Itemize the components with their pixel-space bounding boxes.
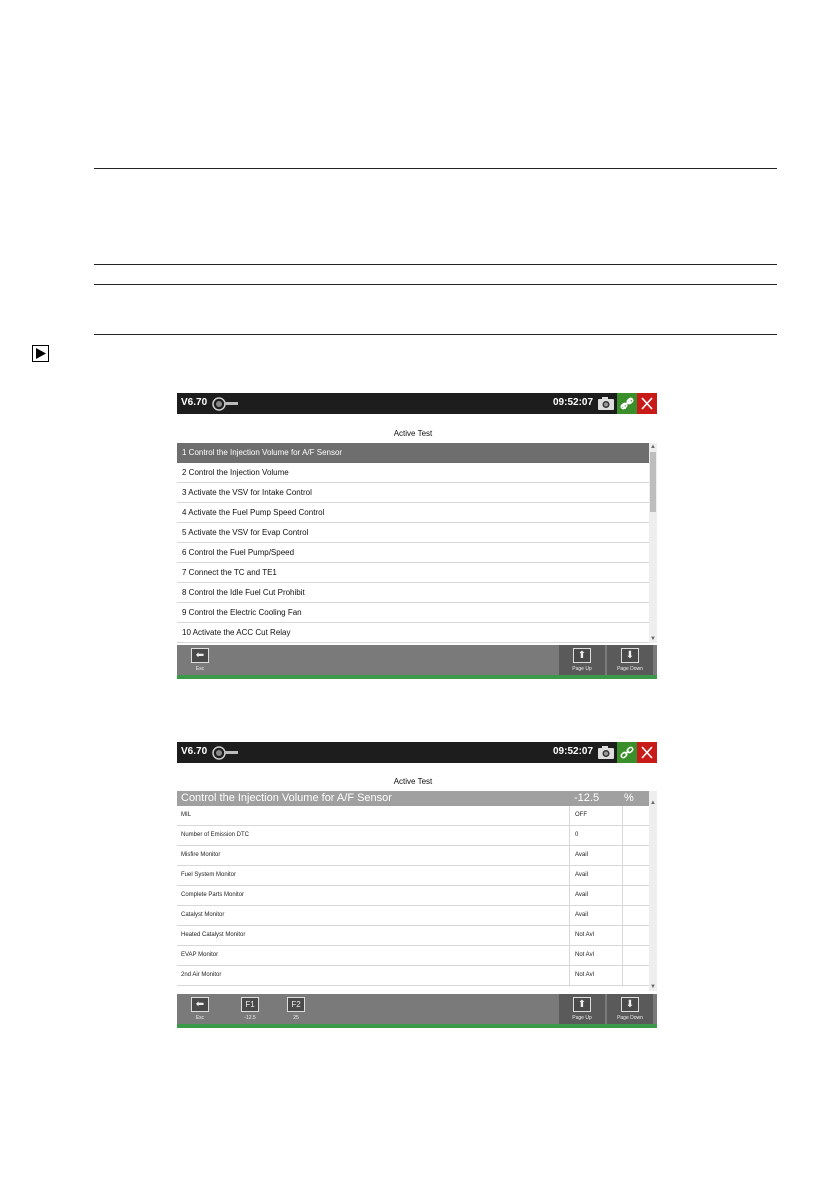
page-title: Active Test [393,429,433,438]
table-row[interactable] [177,926,649,946]
f1-sub-label: -12.5 [244,1015,256,1021]
top-bar [177,393,657,414]
esc-button[interactable] [177,994,223,1024]
screenshot-active-test-menu [177,393,657,683]
back-arrow-icon: ⬅ [191,648,209,663]
list-item[interactable]: 7 Connect the TC and TE1 [177,563,649,583]
top-bar [177,742,657,763]
active-test-name: Control the Injection Volume for A/F Sensor [181,792,392,804]
taskbar-strip [177,1024,657,1028]
down-arrow-icon: ⬇ [621,997,639,1012]
camera-icon[interactable] [595,742,617,763]
clock: 09:52:07 [553,746,594,757]
scroll-thumb[interactable] [650,452,656,512]
list-item[interactable]: 9 Control the Electric Cooling Fan [177,603,649,623]
row-value: Not Avl [569,966,623,985]
row-value: Not Avl [569,946,623,965]
back-arrow-icon: ⬅ [191,997,209,1012]
bottom-toolbar [177,645,657,675]
play-icon [32,345,49,362]
bottom-toolbar [177,994,657,1024]
row-name: MIL [181,812,192,818]
clock: 09:52:07 [553,397,594,408]
row-name: Misfire Monitor [181,852,221,858]
row-name: Number of Emission DTC [181,832,250,838]
page-up-label: Page Up [572,666,592,672]
page-up-button[interactable] [559,645,605,675]
row-value: 0 [569,826,623,845]
page-up-button[interactable] [559,994,605,1024]
version-label: V6.70 [181,746,208,757]
brand-logo-icon [211,396,241,416]
esc-label: Esc [195,666,205,672]
row-name: Heated Catalyst Monitor [181,932,246,938]
version-label: V6.70 [181,397,208,408]
list-item[interactable]: 2 Control the Injection Volume [177,463,649,483]
data-stream-list [177,806,649,986]
divider-1 [94,168,777,169]
link-icon[interactable] [617,742,637,763]
divider-3 [94,284,777,285]
scroll-up-arrow-icon[interactable]: ▲ [650,800,656,806]
row-value: Avail [569,866,623,885]
page-down-label: Page Down [617,1015,643,1021]
active-test-value: -12.5 [574,792,600,804]
list-item[interactable]: 10 Activate the ACC Cut Relay [177,623,649,643]
f2-button[interactable] [273,994,319,1024]
esc-label: Esc [195,1015,205,1021]
list-item[interactable]: 6 Control the Fuel Pump/Speed [177,543,649,563]
divider-2 [94,264,777,265]
row-name: EVAP Monitor [181,952,219,958]
close-icon[interactable] [637,393,657,414]
table-row[interactable] [177,826,649,846]
table-row[interactable] [177,906,649,926]
list-item[interactable]: 4 Activate the Fuel Pump Speed Control [177,503,649,523]
row-value: Avail [569,846,623,865]
up-arrow-icon: ⬆ [573,997,591,1012]
taskbar-strip [177,675,657,679]
list-item[interactable]: 8 Control the Idle Fuel Cut Prohibit [177,583,649,603]
table-row[interactable] [177,946,649,966]
camera-icon[interactable] [595,393,617,414]
table-row[interactable] [177,966,649,986]
page-down-button[interactable] [607,994,653,1024]
row-name: 2nd Air Monitor [181,972,222,978]
table-row[interactable] [177,806,649,826]
close-icon[interactable] [637,742,657,763]
scroll-up-arrow-icon[interactable]: ▲ [650,444,656,450]
f1-button[interactable] [227,994,273,1024]
row-name: Complete Parts Monitor [181,892,245,898]
divider-4 [94,334,777,335]
list-item[interactable]: 5 Activate the VSV for Evap Control [177,523,649,543]
page-title: Active Test [393,777,433,786]
page-down-label: Page Down [617,666,643,672]
active-test-unit: % [624,792,634,804]
up-arrow-icon: ⬆ [573,648,591,663]
page-up-label: Page Up [572,1015,592,1021]
row-name: Catalyst Monitor [181,912,225,918]
scrollbar[interactable] [649,791,657,991]
table-row[interactable] [177,866,649,886]
link-icon[interactable] [617,393,637,414]
row-value: Avail [569,886,623,905]
table-row[interactable] [177,886,649,906]
esc-button[interactable] [177,645,223,675]
scroll-down-arrow-icon[interactable]: ▼ [650,984,656,990]
list-item[interactable]: 3 Activate the VSV for Intake Control [177,483,649,503]
row-value: Not Avl [569,926,623,945]
table-row[interactable] [177,846,649,866]
brand-logo-icon [211,745,241,765]
down-arrow-icon: ⬇ [621,648,639,663]
scroll-down-arrow-icon[interactable]: ▼ [650,636,656,642]
f1-key: F1 [241,997,259,1012]
page-down-button[interactable] [607,645,653,675]
test-list [177,443,649,643]
screenshot-active-test-detail [177,742,657,1032]
active-value-header[interactable] [177,791,649,806]
f2-sub-label: 25 [293,1015,299,1021]
row-value: Avail [569,906,623,925]
scrollbar[interactable] [649,443,657,643]
list-item[interactable]: 1 Control the Injection Volume for A/F Sensor [177,443,649,463]
row-value: OFF [569,806,623,825]
row-name: Fuel System Monitor [181,872,237,878]
f2-key: F2 [287,997,305,1012]
